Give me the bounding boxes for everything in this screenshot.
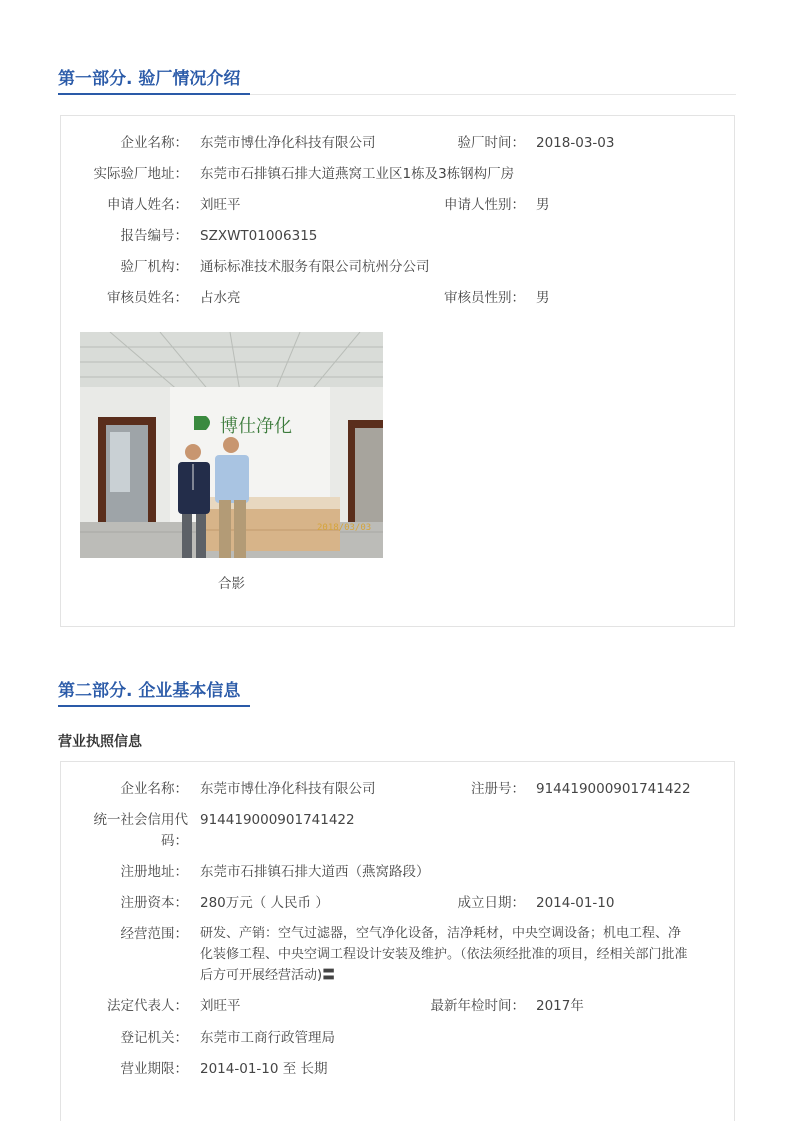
registration-authority-label: 登记机关：: [120, 1030, 188, 1046]
applicant-name-label: 申请人姓名：: [107, 197, 188, 213]
company-name-label: 企业名称：: [120, 135, 188, 151]
credit-code-label-line1: 统一社会信用代: [93, 812, 188, 828]
auditor-gender-value: 男: [536, 290, 550, 306]
sign-logo-text: 博仕净化: [220, 416, 292, 437]
auditor-name-label: 审核员姓名：: [107, 290, 188, 306]
registered-capital-label: 注册资本：: [120, 895, 188, 911]
business-scope-line1: 研发、产销：空气过滤器，空气净化设备，洁净耗材，中央空调设备；机电工程、净: [200, 926, 682, 941]
business-term-label: 营业期限：: [120, 1061, 188, 1077]
business-scope-label: 经营范围：: [120, 926, 188, 942]
auditor-gender-label: 审核员性别：: [444, 290, 525, 306]
company-name-value: 东莞市博仕净化科技有限公司: [200, 135, 376, 151]
registered-capital-value: 280万元（ 人民币 ）: [200, 895, 329, 911]
establishment-date-label: 成立日期：: [457, 895, 525, 911]
report-number-value: SZXWT01006315: [200, 228, 318, 244]
registration-number-label: 注册号：: [471, 781, 525, 797]
applicant-gender-label: 申请人性别：: [444, 197, 525, 213]
factory-address-value: 东莞市石排镇石排大道燕窝工业区1栋及3栋钢构厂房: [200, 166, 515, 182]
biz-company-name-value: 东莞市博仕净化科技有限公司: [200, 781, 376, 797]
group-photo: [80, 332, 383, 558]
part1-title: 第一部分. 验厂情况介绍: [58, 69, 241, 89]
photo-caption: 合影: [218, 576, 245, 592]
inspection-agency-label: 验厂机构：: [120, 259, 188, 275]
annual-inspection-value: 2017年: [536, 998, 584, 1014]
part2-title-underline: [58, 705, 250, 707]
establishment-date-value: 2014-01-10: [536, 895, 615, 911]
legal-representative-label: 法定代表人：: [107, 998, 188, 1014]
inspection-date-value: 2018-03-03: [536, 135, 615, 151]
photo-date-stamp: 2018/03/03: [317, 523, 372, 533]
auditor-name-value: 占水亮: [200, 290, 241, 306]
report-number-label: 报告编号：: [120, 228, 188, 244]
credit-code-label-line2: 码：: [161, 833, 188, 849]
registered-address-value: 东莞市石排镇石排大道西（燕窝路段）: [200, 864, 430, 880]
credit-code-value: 914419000901741422: [200, 812, 355, 828]
business-scope-line2: 化装修工程、中央空调工程设计安装及维护。（依法须经批准的项目，经相关部门批准: [200, 947, 688, 962]
part2-title: 第二部分. 企业基本信息: [58, 681, 241, 701]
inspection-agency-value: 通标标准技术服务有限公司杭州分公司: [200, 259, 430, 275]
business-license-subtitle: 营业执照信息: [58, 734, 142, 750]
registered-address-label: 注册地址：: [120, 864, 188, 880]
applicant-gender-value: 男: [536, 197, 550, 213]
biz-company-name-label: 企业名称：: [120, 781, 188, 797]
annual-inspection-label: 最新年检时间：: [430, 998, 525, 1014]
registration-number-value: 914419000901741422: [536, 781, 691, 797]
applicant-name-value: 刘旺平: [200, 197, 241, 213]
business-term-value: 2014-01-10 至 长期: [200, 1061, 328, 1077]
business-scope-line3: 后方可开展经营活动)〓: [200, 968, 336, 983]
registration-authority-value: 东莞市工商行政管理局: [200, 1030, 335, 1046]
factory-address-label: 实际验厂地址：: [93, 166, 188, 182]
legal-representative-value: 刘旺平: [200, 998, 241, 1014]
inspection-date-label: 验厂时间：: [457, 135, 525, 151]
part1-title-underline: [58, 93, 250, 95]
